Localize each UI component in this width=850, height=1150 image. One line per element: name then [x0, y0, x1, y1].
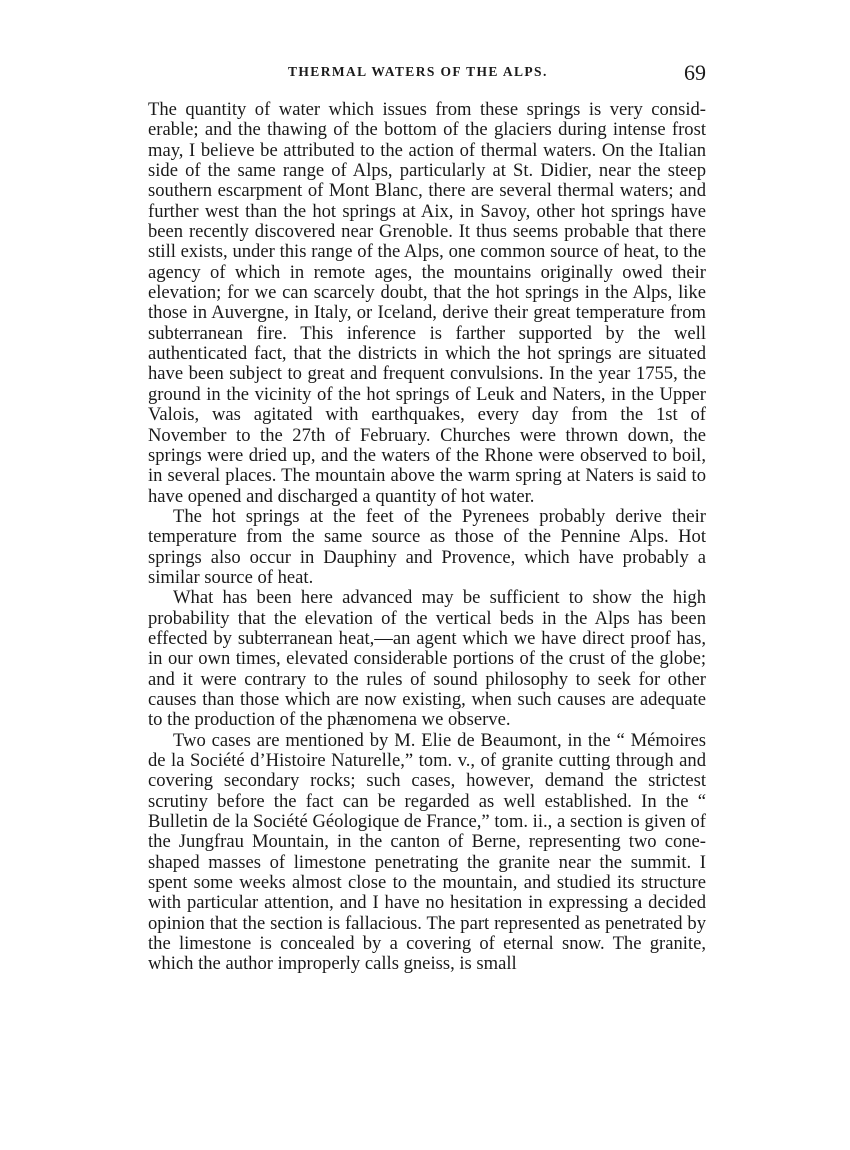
body-text [148, 100, 706, 975]
paragraph-pyrenees: The hot springs at the feet of the Pyrenees probably derive their temperature from the same source as those of the Pennine Alps. Hot springs also occur in Dauphiny and Provence, which have probably a similar source of heat. [148, 505, 706, 588]
running-title: THERMAL WATERS OF THE ALPS. [288, 64, 548, 79]
paragraph-subterranean-heat: What has been here advanced may be sufficient to show the high probability that the elevation of the vertical beds in the Alps has been effected by subterranean heat,—an agent which we have direct proof has, in our own times, elevated considerable portions of the crust of the globe; and it were contrary to the rules of sound philosophy to seek for other causes than those which are now existing, when such causes are adequate to the production of the phænomena we observe. [148, 587, 706, 731]
paragraph-granite-cases: Two cases are mentioned by M. Elie de Beaumont, in the “ Mémoires de la Société d’Histoire Naturelle,” tom. v., of granite cutting through and covering secondary rocks; such cases, however, demand the strictest scrutiny before the fact can be regarded as well established. In the “ Bulletin de la Société Géologique de France,” tom. ii., a section is given of the Jungfrau Mountain, in the canton of Berne, representing two cone-shaped masses of limestone penetrating the granite near the summit. I spent some weeks almost close to the mountain, and studied its structure with particular attention, and I have no hesitation in expressing a decided opinion that the section is fallacious. The part represented as penetrated by the limestone is concealed by a covering of eternal snow. The granite, which the author improperly calls gneiss, is small [148, 729, 706, 975]
paragraph-thermal-waters: The quantity of water which issues from these springs is very considerable; and the thawing of the bottom of the glaciers during intense frost may, I believe be attributed to the action of thermal waters. On the Italian side of the same range of Alps, particularly at St. Didier, near the steep southern escarpment of Mont Blanc, there are several thermal waters; and further west than the hot springs at Aix, in Savoy, other hot springs have been recently discovered near Grenoble. It thus seems probable that there still exists, under this range of the Alps, one common source of heat, to the agency of which in remote ages, the mountains originally owed their elevation; for we can scarcely doubt, that the hot springs in the Alps, like those in Auvergne, in Italy, or Iceland, derive their great temperature from subterranean fire. This inference is farther supported by the well authenticated fact, that the districts in which the hot springs are situated have been subject to great and frequent convulsions. In the year 1755, the ground in the vicinity of the hot springs of Leuk and Naters, in the Upper Valois, was agitated with earthquakes, every day from the 1st of November to the 27th of February. Churches were thrown down, the springs were dried up, and the waters of the Rhone were observed to boil, in several places. The mountain above the warm spring at Naters is said to have opened and discharged a quantity of hot water. [148, 99, 706, 507]
running-head [148, 60, 706, 88]
page-number: 69 [684, 60, 706, 85]
